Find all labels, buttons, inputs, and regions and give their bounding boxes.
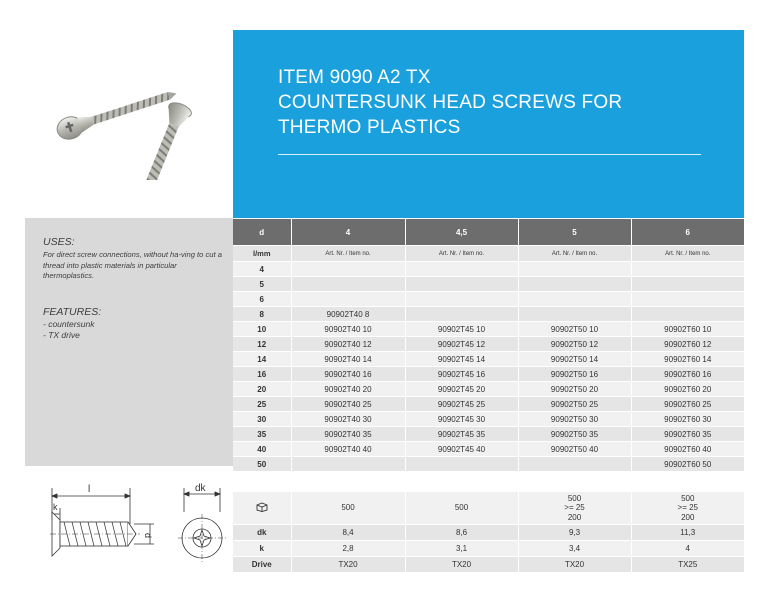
- table-row: [233, 442, 744, 457]
- item-number-cell: 90902T60 25: [631, 397, 744, 412]
- spec-value: 9,3: [518, 525, 631, 541]
- item-number-cell: 90902T50 30: [518, 412, 631, 427]
- table-row: [233, 337, 744, 352]
- length-cell: 5: [233, 277, 291, 292]
- item-number-cell: 90902T50 12: [518, 337, 631, 352]
- length-cell: 30: [233, 412, 291, 427]
- length-label: l/mm: [233, 246, 291, 262]
- item-number-cell: 90902T60 12: [631, 337, 744, 352]
- box-icon: [233, 492, 291, 525]
- item-number-cell: 90902T60 40: [631, 442, 744, 457]
- spec-value: 3,4: [518, 541, 631, 557]
- item-number-cell: 90902T45 40: [405, 442, 518, 457]
- length-cell: 50: [233, 457, 291, 472]
- specs-table: [233, 492, 744, 573]
- table-row: [233, 427, 744, 442]
- length-cell: 16: [233, 367, 291, 382]
- info-panel: [25, 218, 233, 466]
- item-number-cell: 90902T45 35: [405, 427, 518, 442]
- spec-value: 8,6: [405, 525, 518, 541]
- item-number-cell: [405, 277, 518, 292]
- title-line-3: THERMO PLASTICS: [278, 117, 461, 138]
- spec-row: [233, 541, 744, 557]
- table-row: [233, 322, 744, 337]
- dimension-d-label: d: [143, 533, 153, 539]
- item-number-cell: 90902T40 20: [291, 382, 405, 397]
- item-number-cell: 90902T50 14: [518, 352, 631, 367]
- dimension-l-label: l: [88, 484, 91, 495]
- uses-heading: USES:: [43, 236, 75, 248]
- length-cell: 25: [233, 397, 291, 412]
- item-number-cell: 90902T45 14: [405, 352, 518, 367]
- item-number-cell: [631, 292, 744, 307]
- table-row: [233, 307, 744, 322]
- table-row: [233, 352, 744, 367]
- spec-row: [233, 557, 744, 573]
- item-number-cell: [518, 262, 631, 277]
- dimension-k-label: k: [53, 502, 58, 512]
- spec-value: TX20: [291, 557, 405, 573]
- table-subheader-row: [233, 246, 744, 262]
- item-no-header: Art. Nr. / Item no.: [291, 246, 405, 262]
- item-number-cell: [518, 307, 631, 322]
- table-row: [233, 367, 744, 382]
- product-title: [278, 65, 622, 140]
- spec-value: TX20: [518, 557, 631, 573]
- item-number-cell: [631, 307, 744, 322]
- item-number-cell: [405, 292, 518, 307]
- spec-row: [233, 525, 744, 541]
- item-number-cell: 90902T45 20: [405, 382, 518, 397]
- item-number-cell: 90902T60 16: [631, 367, 744, 382]
- item-number-cell: [291, 457, 405, 472]
- spec-value: 2,8: [291, 541, 405, 557]
- item-number-cell: 90902T40 10: [291, 322, 405, 337]
- item-number-cell: 90902T50 40: [518, 442, 631, 457]
- item-number-cell: 90902T40 25: [291, 397, 405, 412]
- table-row: [233, 292, 744, 307]
- packaging-value: 200: [681, 512, 695, 522]
- length-cell: 12: [233, 337, 291, 352]
- length-cell: 20: [233, 382, 291, 397]
- table-row: [233, 412, 744, 427]
- length-cell: 8: [233, 307, 291, 322]
- packaging-value: 500: [454, 503, 469, 513]
- spec-value: 4: [631, 541, 744, 557]
- item-number-cell: 90902T60 50: [631, 457, 744, 472]
- title-line-2: COUNTERSUNK HEAD SCREWS FOR: [278, 92, 623, 113]
- item-number-cell: 90902T40 35: [291, 427, 405, 442]
- length-cell: 6: [233, 292, 291, 307]
- packaging-value: 200: [567, 512, 582, 522]
- column-header: 5: [518, 219, 631, 246]
- item-number-cell: [631, 262, 744, 277]
- spec-label: k: [233, 541, 291, 557]
- product-photo: [30, 80, 210, 180]
- length-cell: 14: [233, 352, 291, 367]
- item-number-cell: 90902T40 16: [291, 367, 405, 382]
- spec-value: 8,4: [291, 525, 405, 541]
- item-number-cell: [405, 262, 518, 277]
- packaging-cell: [405, 492, 518, 525]
- packaging-value: 500: [567, 493, 582, 503]
- item-number-cell: 90902T40 40: [291, 442, 405, 457]
- item-number-cell: 90902T50 35: [518, 427, 631, 442]
- item-number-cell: [518, 292, 631, 307]
- article-table: [233, 219, 744, 472]
- length-cell: 40: [233, 442, 291, 457]
- table-row: [233, 277, 744, 292]
- packaging-cell: [631, 492, 744, 525]
- item-number-cell: [291, 292, 405, 307]
- item-number-cell: 90902T45 12: [405, 337, 518, 352]
- item-number-cell: 90902T45 10: [405, 322, 518, 337]
- title-divider: [278, 154, 701, 155]
- packaging-value: >= 25: [677, 503, 698, 513]
- item-number-cell: 90902T40 8: [291, 307, 405, 322]
- item-number-cell: 90902T45 16: [405, 367, 518, 382]
- title-line-1: ITEM 9090 A2 TX: [278, 67, 431, 88]
- item-number-cell: [518, 277, 631, 292]
- table-row: [233, 397, 744, 412]
- item-no-header: Art. Nr. / Item no.: [631, 246, 744, 262]
- item-number-cell: 90902T40 30: [291, 412, 405, 427]
- item-number-cell: 90902T60 20: [631, 382, 744, 397]
- table-header-row: [233, 219, 744, 246]
- packaging-value: 500: [341, 503, 355, 513]
- item-number-cell: [291, 262, 405, 277]
- spec-label: Drive: [233, 557, 291, 573]
- item-number-cell: 90902T50 25: [518, 397, 631, 412]
- corner-label: d: [233, 219, 291, 246]
- item-number-cell: [405, 307, 518, 322]
- spec-label: dk: [233, 525, 291, 541]
- spec-value: 3,1: [405, 541, 518, 557]
- column-header: 4,5: [405, 219, 518, 246]
- specs-rows: [233, 525, 744, 573]
- end-view-drawing: [172, 482, 234, 564]
- spec-value: TX25: [631, 557, 744, 573]
- table-row: [233, 382, 744, 397]
- item-number-cell: [631, 277, 744, 292]
- feature-item: - countersunk: [43, 319, 95, 329]
- item-no-header: Art. Nr. / Item no.: [518, 246, 631, 262]
- length-cell: 4: [233, 262, 291, 277]
- column-header: 4: [291, 219, 405, 246]
- item-number-cell: [405, 457, 518, 472]
- table-row: [233, 457, 744, 472]
- item-number-cell: [291, 277, 405, 292]
- article-rows: [233, 262, 744, 472]
- item-number-cell: 90902T40 12: [291, 337, 405, 352]
- packaging-row: [233, 492, 744, 525]
- item-number-cell: 90902T60 14: [631, 352, 744, 367]
- packaging-value: 500: [681, 493, 695, 503]
- item-number-cell: 90902T50 20: [518, 382, 631, 397]
- item-number-cell: 90902T60 35: [631, 427, 744, 442]
- column-header: 6: [631, 219, 744, 246]
- item-number-cell: 90902T40 14: [291, 352, 405, 367]
- item-number-cell: 90902T60 30: [631, 412, 744, 427]
- length-cell: 10: [233, 322, 291, 337]
- packaging-value: >= 25: [564, 503, 585, 513]
- spec-value: TX20: [405, 557, 518, 573]
- title-panel: [233, 30, 744, 218]
- spec-value: 11,3: [631, 525, 744, 541]
- features-heading: FEATURES:: [43, 306, 102, 318]
- table-row: [233, 262, 744, 277]
- length-cell: 35: [233, 427, 291, 442]
- packaging-cell: [291, 492, 405, 525]
- feature-item: - TX drive: [43, 330, 80, 340]
- packaging-cell: [518, 492, 631, 525]
- item-number-cell: 90902T50 10: [518, 322, 631, 337]
- uses-text: For direct screw connections, without ha-ving to cut a thread into plastic materials in particular thermoplastics.: [43, 250, 222, 280]
- item-number-cell: 90902T60 10: [631, 322, 744, 337]
- dimension-dk-label: dk: [195, 483, 206, 494]
- item-no-header: Art. Nr. / Item no.: [405, 246, 518, 262]
- features-list: [43, 319, 95, 341]
- item-number-cell: [518, 457, 631, 472]
- side-view-drawing: [30, 482, 165, 560]
- item-number-cell: 90902T45 25: [405, 397, 518, 412]
- item-number-cell: 90902T50 16: [518, 367, 631, 382]
- item-number-cell: 90902T45 30: [405, 412, 518, 427]
